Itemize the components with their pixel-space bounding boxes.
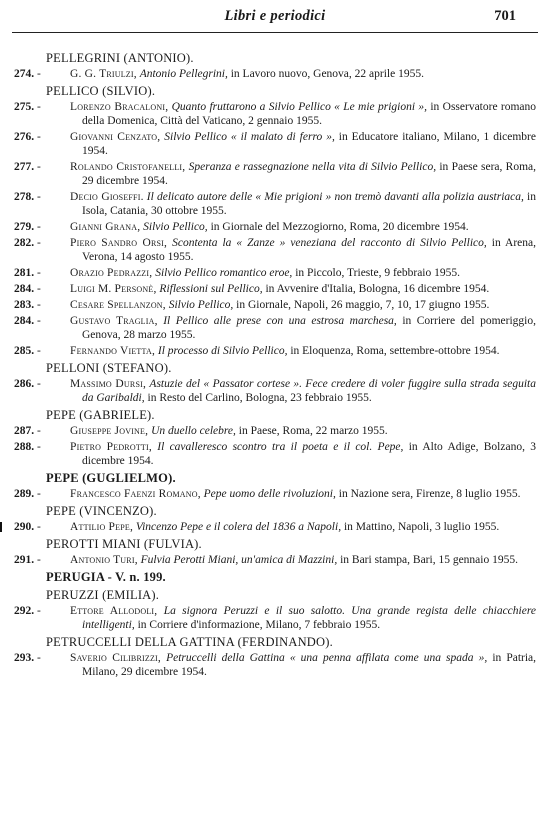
entry-author: Antonio Turi,: [70, 554, 138, 566]
entry-author: Luigi M. Personè,: [70, 283, 157, 295]
subject-heading: PELLONI (STEFANO).: [46, 361, 172, 375]
entry-source: in Alto Adige, Bolzano, 3 dicembre 1954.: [82, 441, 537, 467]
entry-author: Gianni Grana,: [70, 221, 141, 233]
entry-author: G. G. Triulzi,: [70, 68, 137, 80]
entry-author: Lorenzo Bracaloni,: [70, 101, 169, 113]
entry-title: Silvio Pellico romantico eroe,: [155, 267, 293, 279]
entry-title: Silvio Pellico,: [143, 221, 208, 233]
entry-number: 284. -: [14, 283, 41, 295]
bibliography-entry: [0, 377, 550, 405]
entry-source: in Mattino, Napoli, 3 luglio 1955.: [343, 521, 500, 533]
entry-source: in Bari stampa, Bari, 15 gennaio 1955.: [340, 554, 518, 566]
bibliography-entry: [0, 282, 550, 296]
entry-author: Decio Gioseffi.: [70, 191, 144, 203]
entry-author: Giuseppe Jovine,: [70, 425, 149, 437]
subject-heading: PEROTTI MIANI (FULVIA).: [46, 537, 202, 551]
entry-number: 293. -: [14, 652, 41, 664]
entry-source: in Lavoro nuovo, Genova, 22 aprile 1955.: [230, 68, 424, 80]
entry-author: Orazio Pedrazzi,: [70, 267, 153, 279]
entry-source: in Eloquenza, Roma, settembre-ottobre 1954.: [290, 345, 500, 357]
entry-number: 286. -: [14, 378, 41, 390]
entry-title: Scontenta la « Zanze » veneziana del racconto di Silvio Pellico,: [172, 237, 487, 249]
bibliography-entry: [0, 651, 550, 679]
entry-author: Rolando Cristofanelli,: [70, 161, 186, 173]
entry-author: Gustavo Traglia,: [70, 315, 158, 327]
entry-title: Riflessioni sul Pellico,: [159, 283, 263, 295]
entry-source: in Giornale del Mezzogiorno, Roma, 20 dicembre 1954.: [210, 221, 469, 233]
header-title: Libri e periodici: [224, 8, 326, 24]
entry-title: Silvio Pellico,: [168, 299, 234, 311]
entry-number: 287. -: [14, 425, 41, 437]
entry-number: 279. -: [14, 221, 41, 233]
entry-title: Il delicato autore delle « Mie prigioni » non tremò davanti alla polizia austriaca,: [146, 191, 524, 203]
entry-number: 276. -: [14, 131, 41, 143]
entry-number: 283. -: [14, 299, 41, 311]
header-rule: [12, 32, 538, 33]
entry-title: Pepe uomo delle rivoluzioni,: [203, 488, 336, 500]
bibliography-entry: [0, 440, 550, 468]
entry-source: in Osservatore romano della Domenica, Città del Vaticano, 2 gennaio 1955.: [82, 101, 537, 127]
entry-number: 288. -: [14, 441, 41, 453]
subject-heading: PELLICO (SILVIO).: [46, 84, 156, 98]
bibliography-entry: [0, 67, 550, 81]
bibliography-entry: [0, 190, 550, 218]
entry-author: Francesco Faenzi Romano,: [70, 488, 201, 500]
entry-source: in Educatore italiano, Milano, 1 dicembre 1954.: [82, 131, 536, 157]
entry-number: 292. -: [14, 605, 41, 617]
entry-source: in Corriere del pomeriggio, Genova, 28 marzo 1955.: [82, 315, 537, 341]
entry-source: in Isola, Catania, 30 ottobre 1955.: [82, 191, 536, 217]
entry-number: 289. -: [14, 488, 41, 500]
subject-heading: PEPE (GUGLIELMO).: [46, 471, 176, 485]
entry-source: in Patria, Milano, 29 dicembre 1954.: [82, 652, 537, 678]
entry-source: in Paese, Roma, 22 marzo 1955.: [238, 425, 388, 437]
entry-title: Un duello celebre,: [151, 425, 236, 437]
entry-author: Attilio Pepe,: [70, 521, 134, 533]
bibliography-entry: [0, 314, 550, 342]
entry-author: Cesare Spellanzon,: [70, 299, 166, 311]
entry-source: in Paese sera, Roma, 29 dicembre 1954.: [82, 161, 537, 187]
bibliography-entry: [0, 100, 550, 128]
subject-heading: PERUZZI (EMILIA).: [46, 588, 160, 602]
entry-author: Ettore Allodoli,: [70, 605, 158, 617]
bibliography-entry: [0, 487, 550, 501]
bibliography-entry: [0, 220, 550, 234]
entry-author: Pietro Pedrotti,: [70, 441, 152, 453]
entry-title: Vincenzo Pepe e il colera del 1836 a Napoli,: [135, 521, 342, 533]
entry-source: in Corriere d'informazione, Milano, 7 febbraio 1955.: [137, 619, 381, 631]
bibliography-entry: [0, 298, 550, 312]
bibliography-entry: [0, 553, 550, 567]
entry-source: in Arena, Verona, 14 agosto 1955.: [82, 237, 537, 263]
entry-title: Petruccelli della Gattina « una penna affilata come una spada »,: [166, 652, 488, 664]
page-number: 701: [494, 8, 516, 24]
entry-title: La signora Peruzzi e il suo salotto. Una grande regista delle chiacchiere intelligenti,: [82, 605, 536, 631]
entry-title: Antonio Pellegrini,: [139, 68, 228, 80]
entry-author: Massimo Dursi,: [70, 378, 147, 390]
bibliography-entry: [0, 424, 550, 438]
entry-title: Il Pellico alle prese con una estrosa marchesa,: [163, 315, 397, 327]
entry-title: Fulvia Perotti Miani, un'amica di Mazzini,: [140, 554, 338, 566]
running-header: [0, 8, 550, 30]
subject-heading: PELLEGRINI (ANTONIO).: [46, 51, 194, 65]
entry-author: Saverio Cilibrizzi,: [70, 652, 161, 664]
entry-author: Giovanni Cenzato,: [70, 131, 161, 143]
entry-title: Speranza e rassegnazione nella vita di Silvio Pellico,: [188, 161, 437, 173]
entry-number: 274. -: [14, 68, 41, 80]
bibliography-entry: [0, 130, 550, 158]
entry-number: 291. -: [14, 554, 41, 566]
entry-number: 277. -: [14, 161, 41, 173]
entry-number: 284. -: [14, 315, 41, 327]
entry-number: 282. -: [14, 237, 41, 249]
entry-source: in Resto del Carlino, Bologna, 23 febbraio 1955.: [147, 392, 372, 404]
entry-number: 275. -: [14, 101, 41, 113]
entry-author: Piero Sandro Orsi,: [70, 237, 168, 249]
entry-source: in Nazione sera, Firenze, 8 luglio 1955.: [338, 488, 521, 500]
subject-heading: PEPE (GABRIELE).: [46, 408, 155, 422]
entry-title: Il cavalleresco scontro tra il poeta e il col. Pepe,: [157, 441, 404, 453]
bibliography-entry: [0, 236, 550, 264]
subject-heading: PEPE (VINCENZO).: [46, 504, 157, 518]
bibliography-body: [0, 48, 550, 681]
entry-source: in Giornale, Napoli, 26 maggio, 7, 10, 17 giugno 1955.: [236, 299, 490, 311]
entry-title: Astuzie del « Passator cortese ». Fece credere di voler fuggire sulla strada seguita da Garibaldi,: [82, 378, 536, 404]
entry-title: Silvio Pellico « il malato di ferro »,: [164, 131, 335, 143]
entry-title: Il processo di Silvio Pellico,: [157, 345, 288, 357]
entry-number: 285. -: [14, 345, 41, 357]
bibliography-entry: [0, 604, 550, 632]
bibliography-entry: [0, 160, 550, 188]
entry-number: 281. -: [14, 267, 41, 279]
entry-number: 278. -: [14, 191, 41, 203]
entry-author: Fernando Vietta,: [70, 345, 156, 357]
subject-heading: [0, 635, 550, 650]
entry-number: 290. -: [14, 521, 41, 533]
subject-heading: PERUGIA - V. n. 199.: [46, 570, 166, 584]
bibliography-entry: [0, 520, 550, 534]
entry-source: in Avvenire d'Italia, Bologna, 16 dicembre 1954.: [265, 283, 490, 295]
bibliography-entry: [0, 266, 550, 280]
subject-heading-text: PETRUCCELLI DELLA GATTINA (FERDINANDO).: [46, 635, 333, 649]
bibliography-entry: [0, 344, 550, 358]
margin-marker: [0, 522, 2, 532]
entry-title: Quanto fruttarono a Silvio Pellico « Le mie prigioni »,: [171, 101, 428, 113]
entry-source: in Piccolo, Trieste, 9 febbraio 1955.: [295, 267, 461, 279]
